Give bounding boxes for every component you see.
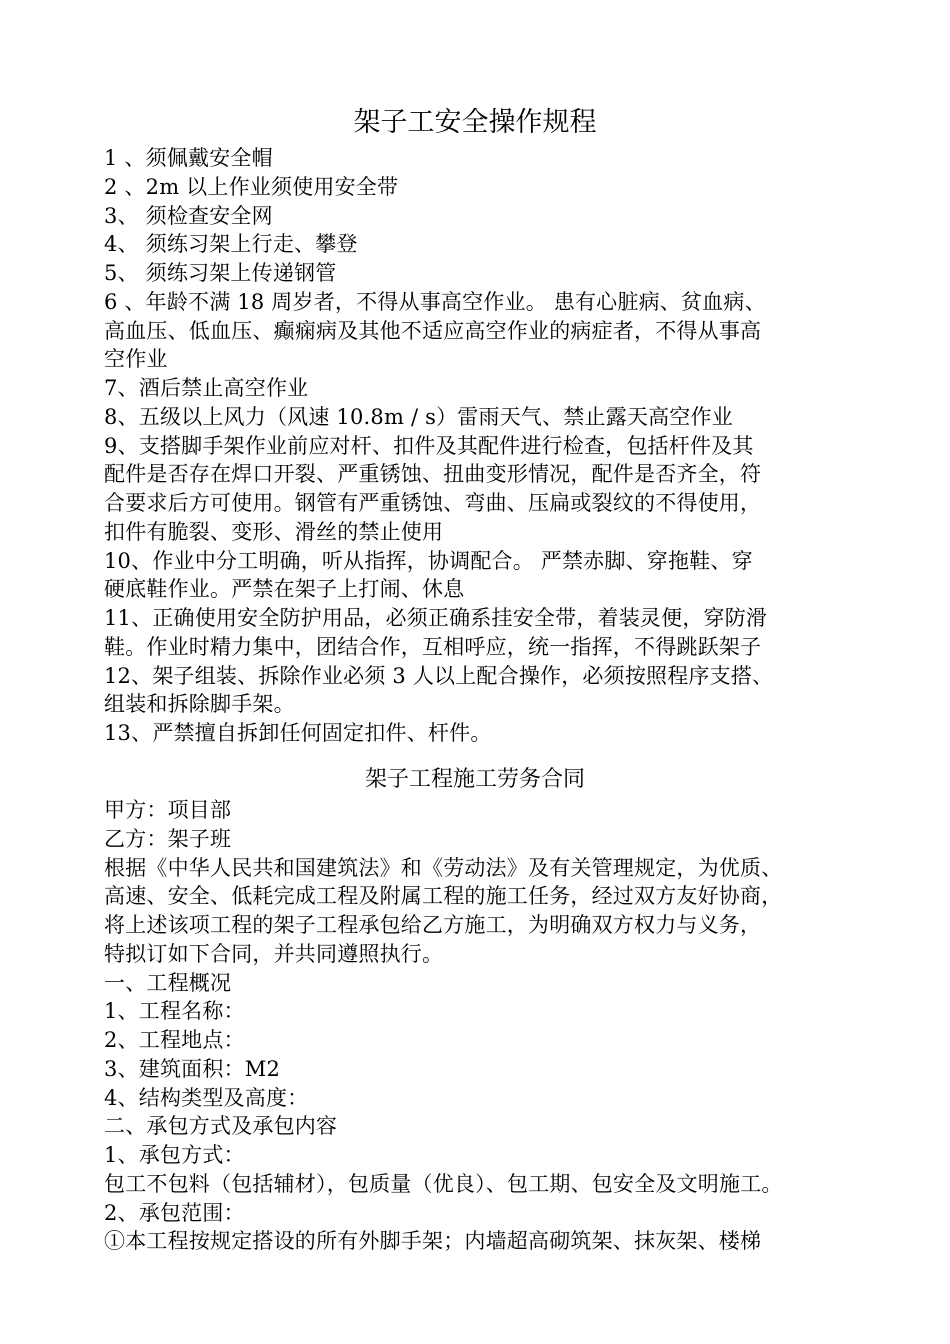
contract-line: 将上述该项工程的架子工程承包给乙方施工，为明确双方权力与义务，: [104, 913, 762, 937]
regulation-line: 扣件有脆裂、变形、滑丝的禁止使用: [104, 519, 444, 544]
regulation-line: 12、架子组装、拆除作业必须 3 人以上配合操作，必须按照程序支搭、: [104, 663, 774, 688]
regulation-line: 5、 须练习架上传递钢管: [104, 261, 337, 285]
contract-line: 包工不包料（包括辅材），包质量（优良）、包工期、包安全及文明施工。: [104, 1171, 783, 1196]
contract-body: [104, 796, 854, 1256]
contract-title: 架子工程施工劳务合同: [364, 767, 585, 792]
regulation-line: 高血压、低血压、癫痫病及其他不适应高空作业的病症者，不得从事高: [104, 318, 762, 343]
contract-line: ①本工程按规定搭设的所有外脚手架；内墙超高砌筑架、抹灰架、楼梯: [104, 1229, 762, 1254]
contract-line: 3、建筑面积：M2: [104, 1056, 281, 1081]
contract-line: 根据《中华人民共和国建筑法》和《劳动法》及有关管理规定，为优质、: [104, 855, 783, 880]
regulation-line: 组装和拆除脚手架。: [104, 692, 295, 717]
regulation-line: 13、严禁擅自拆卸任何固定扣件、杆件。: [104, 721, 492, 745]
regulation-line: 配件是否存在焊口开裂、严重锈蚀、扭曲变形情况，配件是否齐全，符: [104, 462, 762, 487]
contract-line: 1、工程名称：: [104, 999, 245, 1024]
regulation-line: 3、 须检查安全网: [104, 203, 273, 228]
contract-line: 2、承包范围：: [104, 1200, 245, 1225]
regulation-line: 11、正确使用安全防护用品，必须正确系挂安全带，着装灵便，穿防滑: [104, 606, 768, 630]
contract-line: 4、结构类型及高度：: [104, 1085, 309, 1110]
regulation-line: 8、五级以上风力（风速 10.8m / s）雷雨天气、禁止露天高空作业: [104, 404, 733, 429]
regulation-title: 架子工安全操作规程: [353, 107, 597, 138]
contract-line: 一、工程概况: [104, 970, 232, 995]
regulation-line: 2 、2m 以上作业须使用安全带: [104, 174, 399, 199]
regulation-line: 7、酒后禁止高空作业: [104, 376, 309, 400]
regulation-line: 合要求后方可使用。钢管有严重锈蚀、弯曲、压扁或裂纹的不得使用，: [104, 491, 762, 515]
contract-line: 甲方：项目部: [104, 798, 232, 822]
regulation-line: 10、作业中分工明确，听从指挥，协调配合。 严禁赤脚、穿拖鞋、穿: [104, 548, 753, 573]
contract-line: 二、承包方式及承包内容: [104, 1114, 338, 1139]
contract-line: 1、承包方式：: [104, 1143, 245, 1167]
regulation-line: 鞋。作业时精力集中，团结合作，互相呼应，统一指挥，不得跳跃架子: [104, 634, 762, 659]
regulation-line: 1 、须佩戴安全帽: [104, 146, 273, 170]
regulation-line: 空作业: [104, 347, 168, 372]
contract-line: 高速、安全、低耗完成工程及附属工程的施工任务，经过双方友好协商，: [104, 884, 783, 909]
regulation-body: [104, 144, 854, 748]
contract-line: 特拟订如下合同，并共同遵照执行。: [104, 941, 444, 966]
regulation-line: 4、 须练习架上行走、攀登: [104, 232, 358, 257]
regulation-line: 6 、年龄不满 18 周岁者，不得从事高空作业。 患有心脏病、贫血病、: [104, 289, 766, 314]
regulation-line: 9、支搭脚手架作业前应对杆、扣件及其配件进行检查，包括杆件及其: [104, 433, 754, 458]
contract-line: 乙方：架子班: [104, 826, 232, 851]
regulation-line: 硬底鞋作业。严禁在架子上打闹、休息: [104, 577, 465, 602]
contract-line: 2、工程地点：: [104, 1028, 245, 1052]
